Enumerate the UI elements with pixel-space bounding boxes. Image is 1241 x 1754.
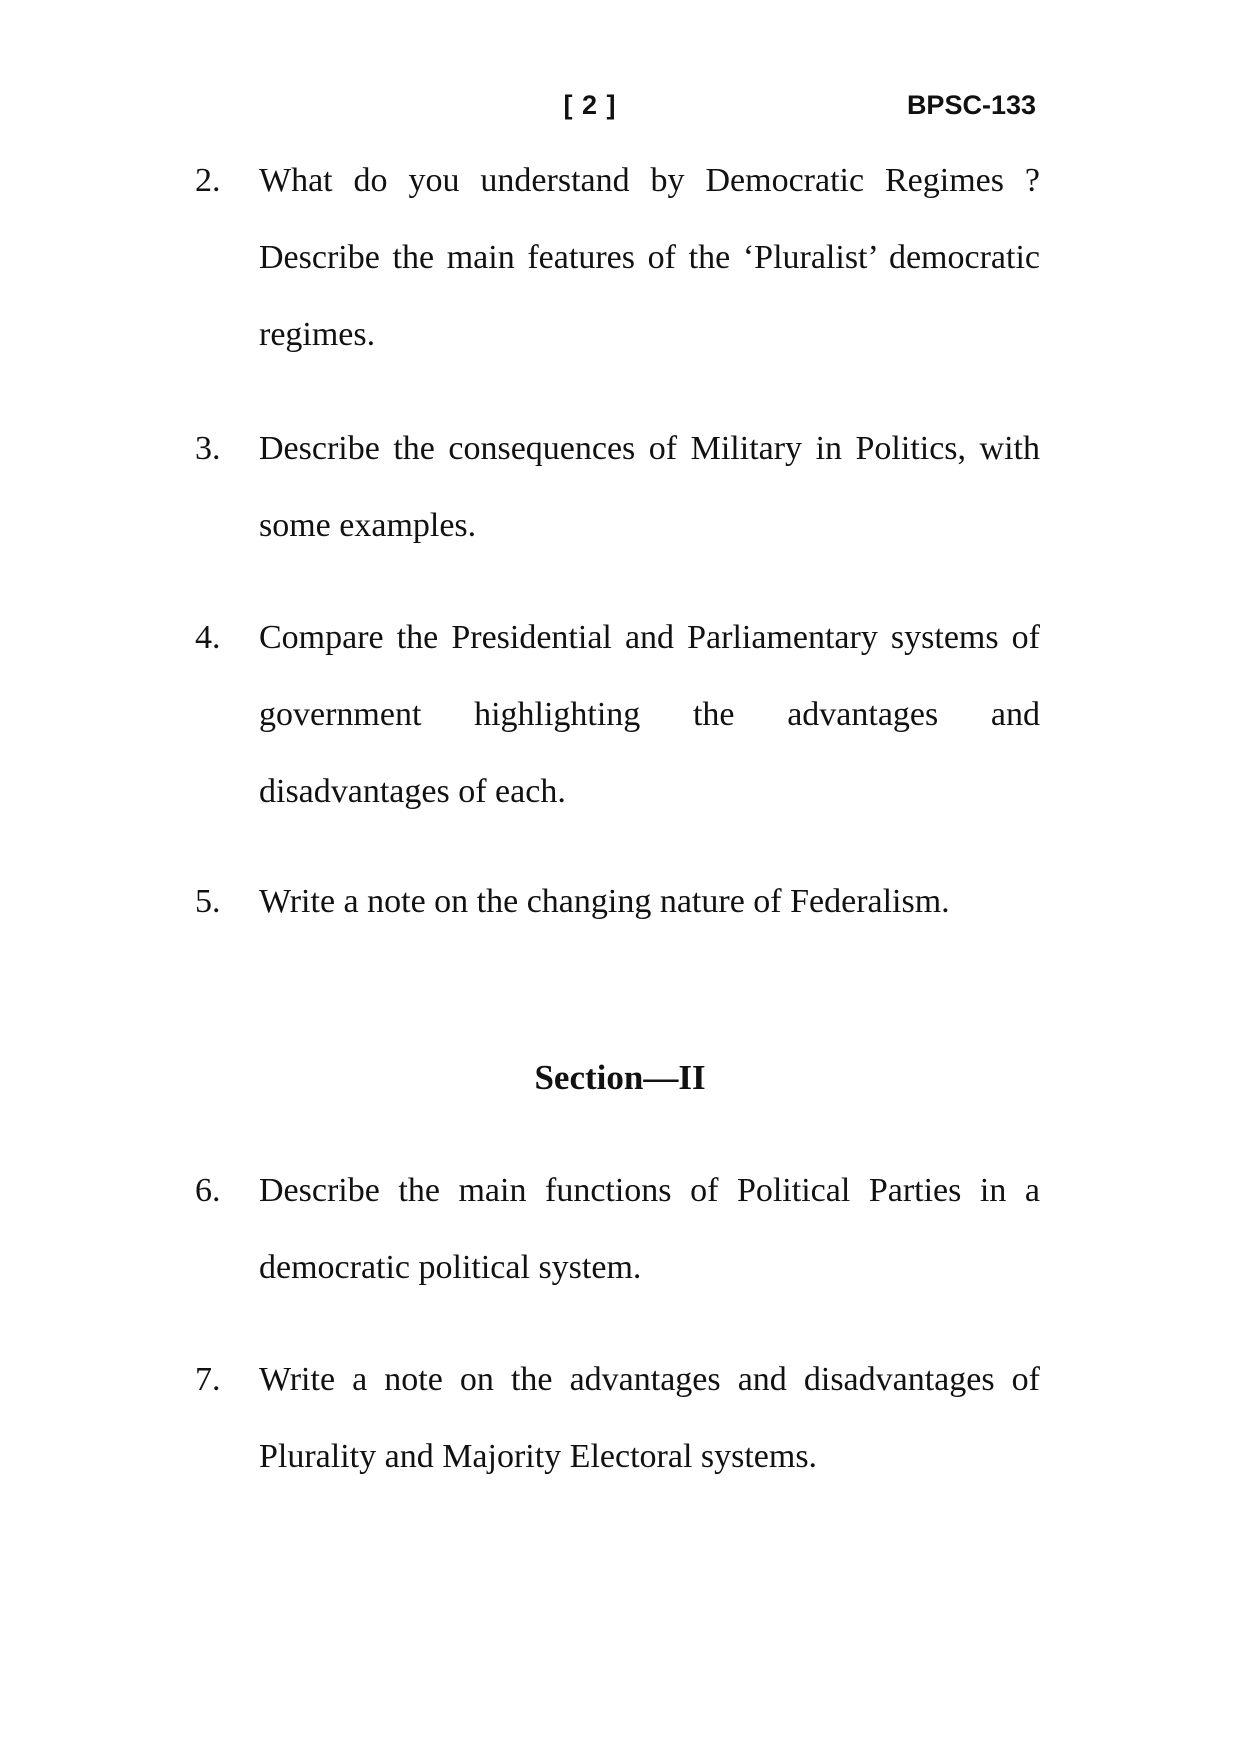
question-number: 5. [195, 883, 221, 920]
question-4 [195, 599, 1040, 830]
question-3 [195, 410, 1040, 564]
question-text: Describe the consequences of Military in Politics, with some examples. [259, 430, 1040, 544]
question-number: 6. [195, 1172, 221, 1209]
question-number: 7. [195, 1361, 221, 1398]
question-text: Write a note on the advantages and disadvantages of Plurality and Majority Electoral systems. [259, 1361, 1040, 1475]
question-text: Write a note on the changing nature of Federalism. [259, 883, 950, 920]
question-5 [195, 863, 1040, 940]
question-text: What do you understand by Democratic Regimes ? Describe the main features of the ‘Pluralist’ democratic regimes. [259, 162, 1040, 353]
page-number: [ 2 ] [563, 90, 617, 120]
question-6 [195, 1152, 1040, 1306]
section-heading: Section—II [534, 1058, 706, 1097]
question-7 [195, 1341, 1040, 1495]
question-number: 4. [195, 619, 221, 656]
question-number: 2. [195, 162, 221, 199]
question-text: Compare the Presidential and Parliamentary systems of government highlighting the advantages and disadvantages of each. [259, 619, 1040, 810]
question-text: Describe the main functions of Political Parties in a democratic political system. [259, 1172, 1040, 1286]
paper-code: BPSC-133 [906, 90, 1036, 120]
question-2 [195, 142, 1040, 373]
question-number: 3. [195, 430, 221, 467]
